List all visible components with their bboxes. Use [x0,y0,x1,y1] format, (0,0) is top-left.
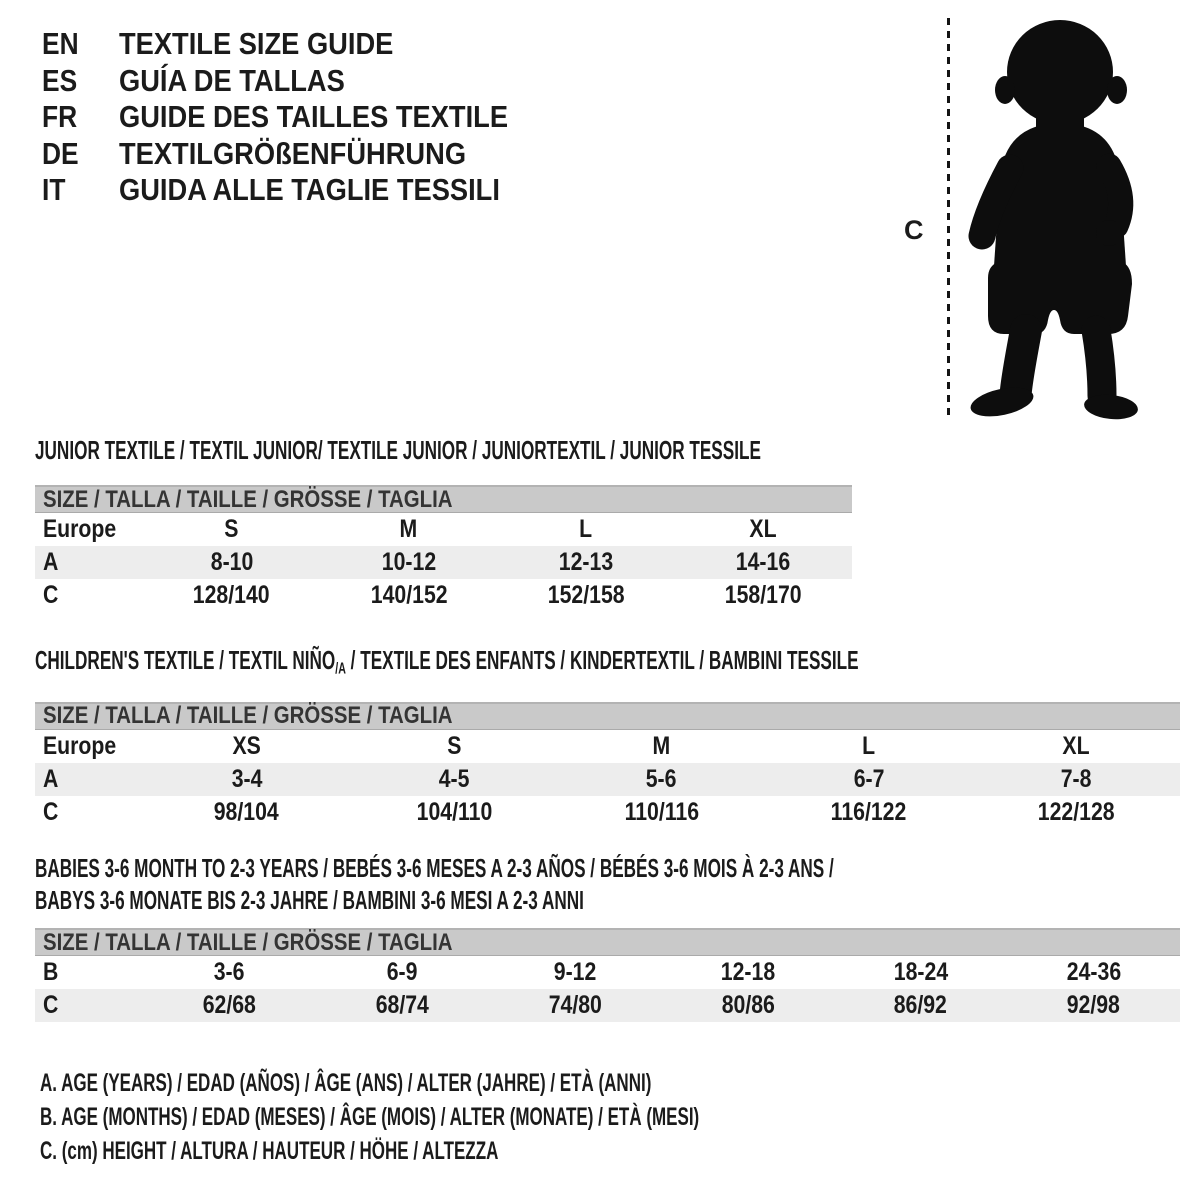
size-value-cell: 3-4 [231,764,263,793]
size-value-cell: 122/128 [1037,797,1115,826]
legend-line-a: A. AGE (YEARS) / EDAD (AÑOS) / ÂGE (ANS) / ALTER (JAHRE) / ETÀ (ANNI) [40,1068,652,1097]
size-value-cell: 152/158 [547,581,625,609]
size-value-cell: 158/170 [724,581,802,609]
junior-size-table [35,485,852,612]
lang-title: GUIDA ALLE TAGLIE TESSILI [119,172,500,208]
row-label: A [43,548,59,576]
lang-title: TEXTILGRÖßENFÜHRUNG [119,135,467,171]
lang-title: GUIDE DES TAILLES TEXTILE [119,99,509,135]
size-value-cell: 12-18 [720,958,776,986]
toddler-silhouette-icon [950,16,1152,420]
legend-line-b: B. AGE (MONTHS) / EDAD (MESES) / ÂGE (MOIS) / ALTER (MONATE) / ETÀ (MESI) [40,1102,700,1131]
size-value-cell: 104/110 [416,797,492,826]
table-row-c [35,579,852,612]
lang-code: FR [42,99,78,135]
size-header-bar: SIZE / TALLA / TAILLE / GRÖSSE / TAGLIA [35,928,1180,956]
table-row-europe [35,513,852,546]
size-header-bar: SIZE / TALLA / TAILLE / GRÖSSE / TAGLIA [35,485,852,513]
lang-row-de [42,136,561,173]
size-value-cell: 80/86 [721,991,775,1019]
section-babies-textile [35,852,1180,1022]
row-label: Europe [43,515,117,543]
size-value-cell: 4-5 [438,764,470,793]
language-title-block [42,26,561,209]
lang-title: GUÍA DE TALLAS [119,62,345,98]
size-header-bar: SIZE / TALLA / TAILLE / GRÖSSE / TAGLIA [35,702,1180,730]
size-value-cell: XL [749,515,777,543]
measurement-legend [40,1066,1009,1168]
children-size-table [35,702,1180,829]
row-label: C [43,581,59,609]
size-value-cell: 86/92 [894,991,948,1019]
size-value-cell: 62/68 [202,991,256,1019]
lang-code: ES [42,62,78,98]
size-value-cell: XS [232,731,261,760]
size-value-cell: L [579,515,593,543]
table-row-a [35,763,1180,796]
lang-code: DE [42,135,79,171]
row-label: Europe [43,731,117,760]
table-row-c [35,989,1180,1022]
section-heading: JUNIOR TEXTILE / TEXTIL JUNIOR/ TEXTILE JUNIOR / JUNIORTEXTIL / JUNIOR TESSILE [35,435,761,465]
height-measure-label: C [904,215,924,245]
legend-line-c: C. (cm) HEIGHT / ALTURA / HAUTEUR / HÖHE / ALTEZZA [40,1136,499,1165]
size-value-cell: S [447,731,462,760]
size-value-cell: 10-12 [381,548,437,576]
size-value-cell: 7-8 [1060,764,1092,793]
size-value-cell: 24-36 [1066,958,1121,986]
table-row-b [35,956,1180,989]
lang-code: EN [42,26,79,62]
size-value-cell: XL [1062,731,1090,760]
section-junior-textile [35,434,852,612]
size-value-cell: 110/116 [624,797,699,826]
size-value-cell: 98/104 [214,797,280,826]
row-label: C [43,797,59,826]
lang-row-it [42,172,561,209]
section-childrens-textile [35,644,1180,829]
size-value-cell: L [862,731,876,760]
size-value-cell: 74/80 [548,991,602,1019]
size-value-cell: 18-24 [893,958,948,986]
size-value-cell: 5-6 [646,764,677,793]
size-value-cell: M [652,731,671,760]
row-label: A [43,764,59,793]
lang-row-fr [42,99,561,136]
table-row-europe [35,730,1180,763]
size-value-cell: 3-6 [214,958,245,986]
size-value-cell: 8-10 [210,548,253,576]
size-value-cell: 9-12 [553,958,597,986]
lang-row-es [42,63,561,100]
row-label: B [43,958,59,986]
size-value-cell: 128/140 [193,581,271,609]
section-heading: CHILDREN'S TEXTILE / TEXTIL NIÑO/A / TEXTILE DES ENFANTS / KINDERTEXTIL / BAMBINI TESSILE [35,645,859,678]
size-value-cell: 14-16 [736,548,791,576]
size-value-cell: 6-9 [386,958,418,986]
size-value-cell: S [224,515,239,543]
size-value-cell: 140/152 [370,581,448,609]
lang-title: TEXTILE SIZE GUIDE [119,26,394,62]
size-value-cell: 68/74 [375,991,429,1019]
size-value-cell: 116/122 [831,797,907,826]
babies-size-table [35,928,1180,1022]
section-heading: BABIES 3-6 MONTH TO 2-3 YEARS / BEBÉS 3-6 MESES A 2-3 AÑOS / BÉBÉS 3-6 MOIS À 2-3 ANS / BABYS 3-6 MONATE BIS 2-3 JAHRE / BAMBINI 3-6 MESI A 2-3 ANNI [35,853,834,915]
table-row-a [35,546,852,579]
heading-subscript: /A [335,659,346,678]
size-value-cell: 12-13 [558,548,614,576]
size-value-cell: 92/98 [1066,991,1121,1019]
table-row-c [35,796,1180,829]
lang-row-en [42,26,561,63]
size-value-cell: M [400,515,418,543]
lang-code: IT [42,172,66,208]
row-label: C [43,991,59,1019]
size-value-cell: 6-7 [853,764,885,793]
